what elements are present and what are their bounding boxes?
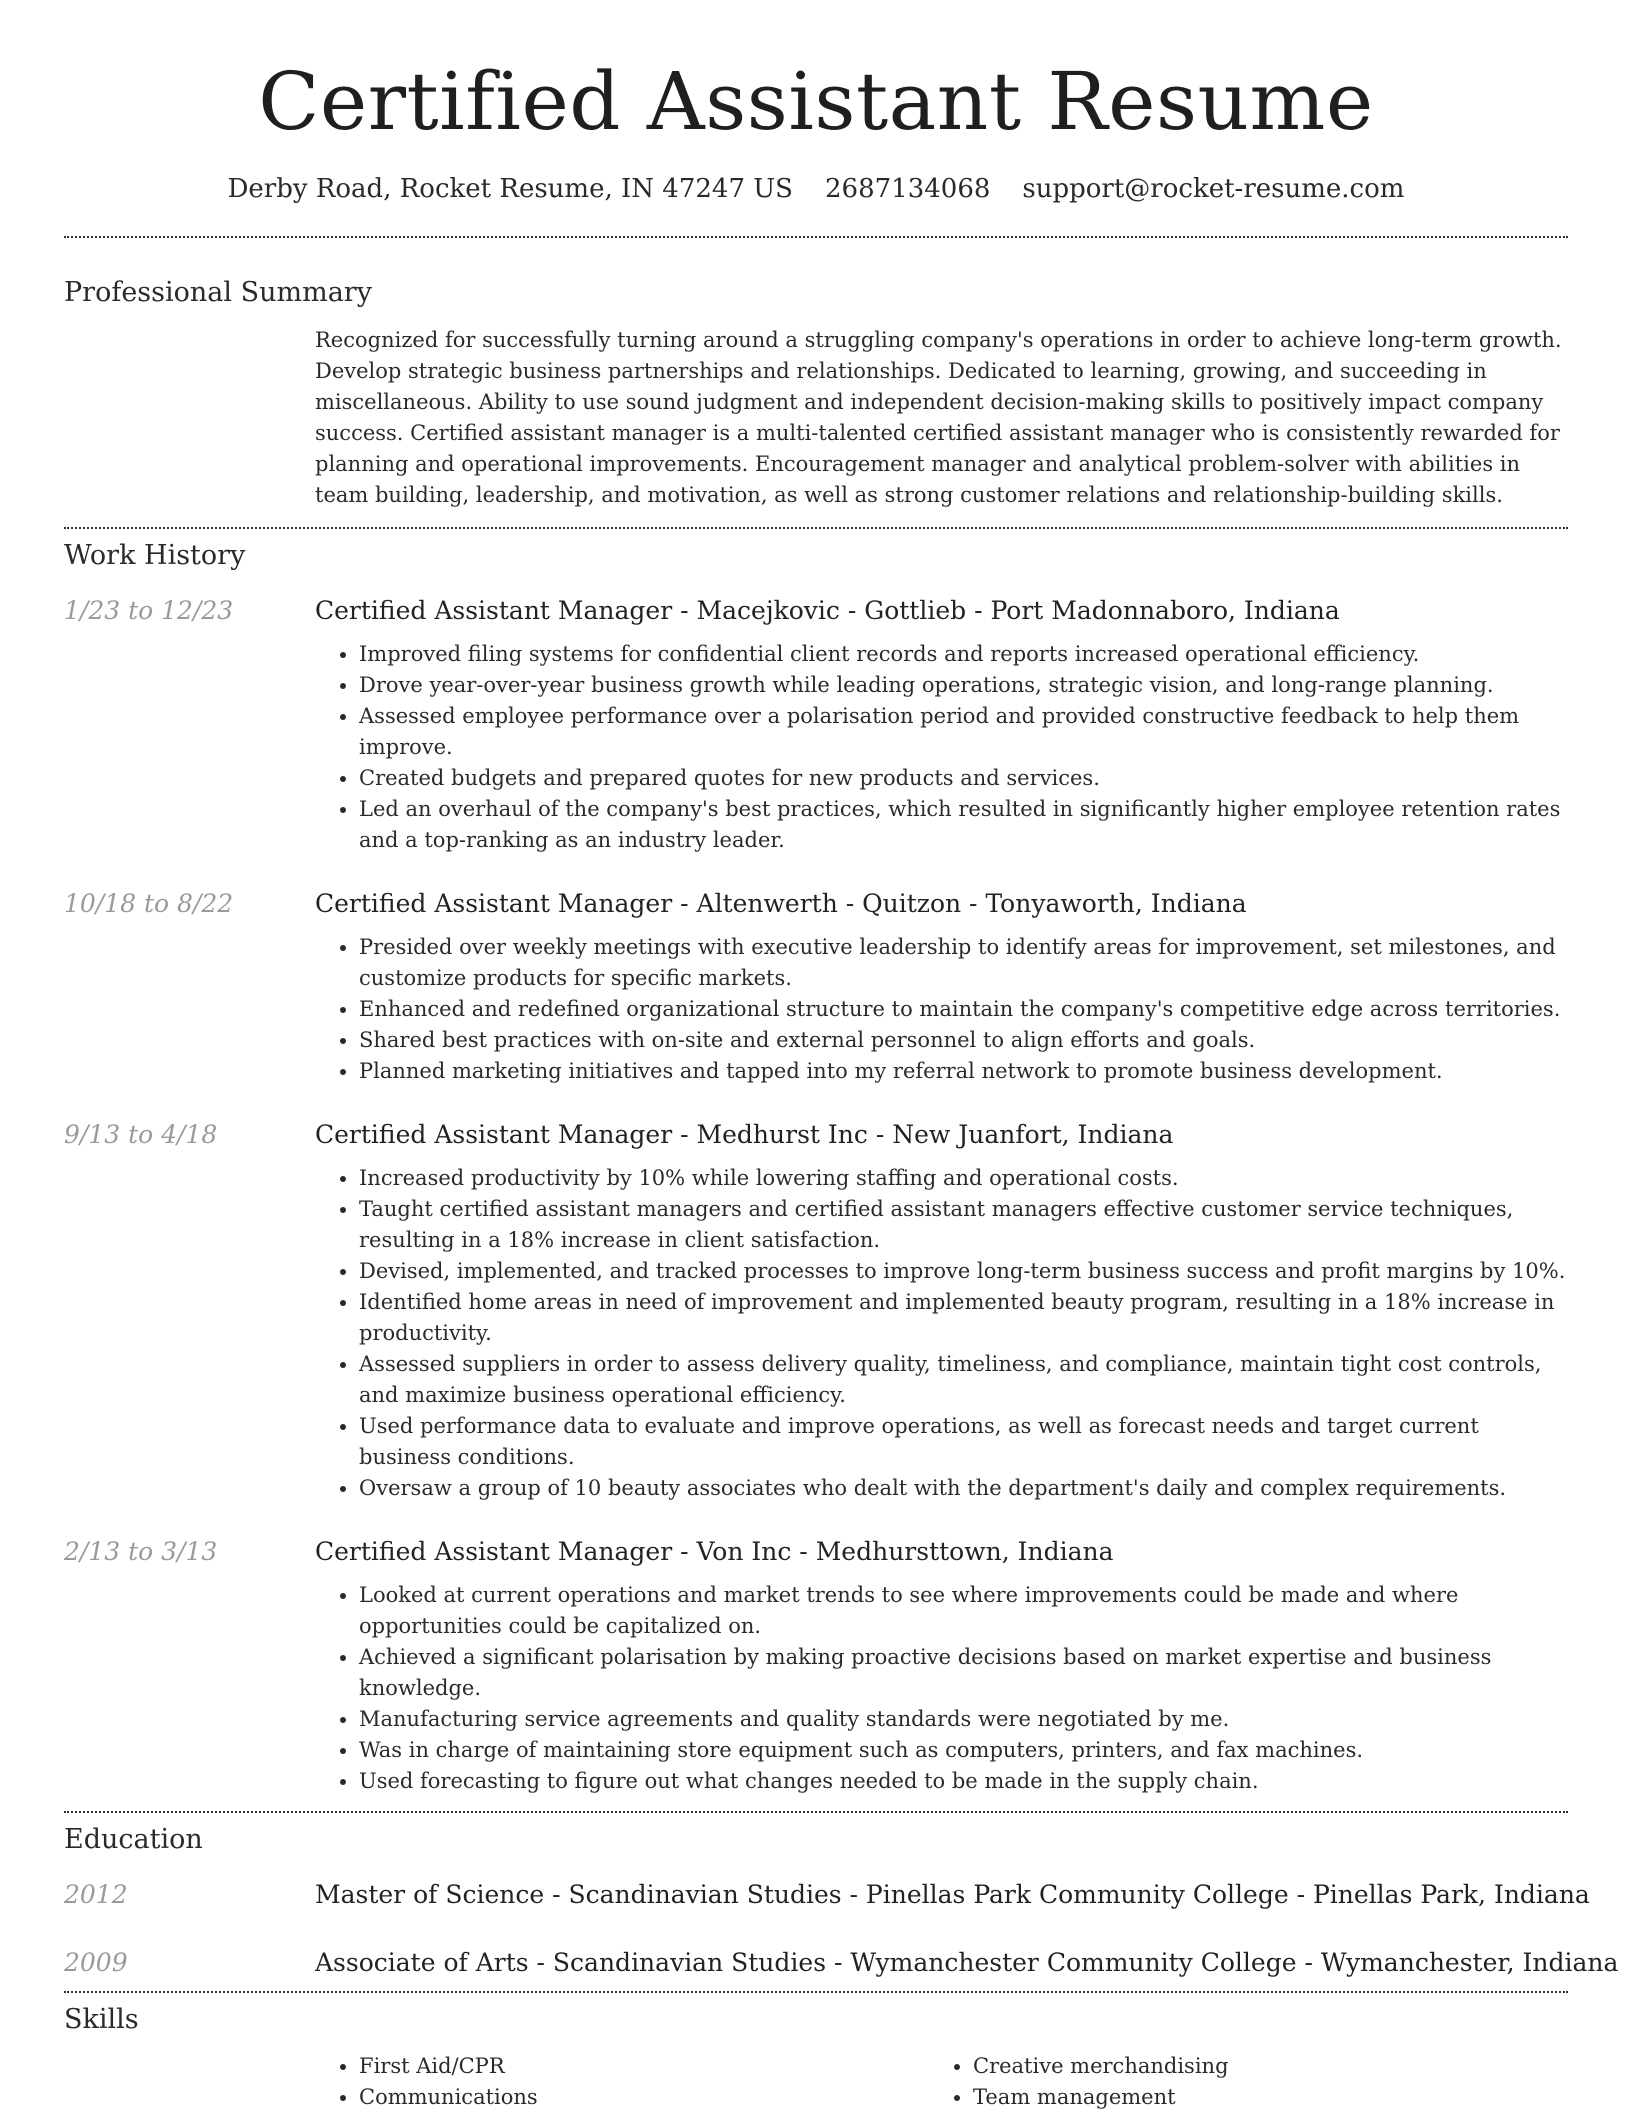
resume-title: Certified Assistant Resume [258,55,1374,148]
job-bullet: • Looked at current operations and market trends to see where improvements could be made and where opportunities could be capitalized on. [359,1580,1568,1642]
work-section [64,529,1568,1811]
skills-heading: Skills [64,2004,139,2035]
education-year: 2012 [64,1880,128,1909]
job-title: Certified Assistant Manager - Medhurst Inc - New Juanfort, Indiana [315,1120,1174,1149]
education-year: 2009 [64,1948,128,1977]
job-bullet: • Improved filing systems for confidential client records and reports increased operational efficiency. [359,639,1568,670]
job-bullet: • Taught certified assistant managers and certified assistant managers effective customer service techniques, resulting in a 18% increase in client satisfaction. [359,1194,1568,1256]
education-title: Master of Science - Scandinavian Studies - Pinellas Park Community College - Pinellas Park, Indiana [315,1880,1590,1909]
work-heading: Work History [64,540,246,571]
job-dates: 10/18 to 8/22 [64,889,234,918]
skill-item: • Creative merchandising [973,2051,1543,2082]
job-bullet: • Created budgets and prepared quotes for new products and services. [359,763,1568,794]
job-bullet: • Led an overhaul of the company's best practices, which resulted in significantly higher employee retention rates and a top-ranking as an industry leader. [359,794,1568,856]
contact-address: Derby Road, Rocket Resume, IN 47247 US [227,174,793,204]
contact-line [64,172,1568,206]
education-entry [64,1877,1590,1913]
summary-section [64,238,1568,527]
job-entry [64,1534,1568,1797]
job-dates: 1/23 to 12/23 [64,596,234,625]
skill-item: • Team management [973,2082,1543,2113]
job-bullet: • Oversaw a group of 10 beauty associates who dealt with the department's daily and complex requirements. [359,1473,1568,1504]
contact-phone: 2687134068 [824,174,991,204]
job-bullet: • Manufacturing service agreements and quality standards were negotiated by me. [359,1704,1568,1735]
job-bullet: • Was in charge of maintaining store equipment such as computers, printers, and fax machines. [359,1735,1568,1766]
job-bullets [315,1580,1568,1797]
summary-heading: Professional Summary [64,277,372,308]
education-title: Associate of Arts - Scandinavian Studies - Wymanchester Community College - Wymanchester, Indiana [315,1948,1619,1977]
job-dates: 2/13 to 3/13 [64,1537,218,1566]
job-bullet: • Presided over weekly meetings with executive leadership to identify areas for improvement, set milestones, and customize products for specific markets. [359,932,1568,994]
job-entry [64,593,1568,856]
job-bullet: • Used forecasting to figure out what changes needed to be made in the supply chain. [359,1766,1568,1797]
skills-column-right [929,2051,1543,2113]
job-entry [64,1117,1568,1504]
job-entry [64,886,1568,1087]
summary-text: Recognized for successfully turning around a struggling company's operations in order to achieve long-term growth. Develop strategic business partnerships and relationships. Dedicated to learning, growing, and succeeding in miscellaneous. Ability to use sound judgment and independent decision-making skills to positively impact company success. Certified assistant manager is a multi-talented certified assistant manager who is consistently rewarded for planning and operational improvements. Encouragement manager and analytical problem-solver with abilities in team building, leadership, and motivation, as well as strong customer relations and relationship-building skills. [315,328,1562,507]
job-bullet: • Used performance data to evaluate and improve operations, as well as forecast needs and target current business conditions. [359,1411,1568,1473]
job-bullet: • Devised, implemented, and tracked processes to improve long-term business success and profit margins by 10%. [359,1256,1568,1287]
job-title: Certified Assistant Manager - Von Inc - Medhursttown, Indiana [315,1537,1114,1566]
job-title: Certified Assistant Manager - Macejkovic - Gottlieb - Port Madonnaboro, Indiana [315,596,1340,625]
job-bullets [315,639,1568,856]
skills-columns [315,2051,1568,2113]
job-bullet: • Identified home areas in need of improvement and implemented beauty program, resulting in a 18% increase in productivity. [359,1287,1568,1349]
job-bullet: • Planned marketing initiatives and tapped into my referral network to promote business development. [359,1056,1568,1087]
education-entry [64,1945,1619,1981]
job-bullet: • Assessed suppliers in order to assess delivery quality, timeliness, and compliance, maintain tight cost controls, and maximize business operational efficiency. [359,1349,1568,1411]
job-body [315,1534,1568,1797]
job-dates: 9/13 to 4/18 [64,1120,218,1149]
job-bullet: • Achieved a significant polarisation by making proactive decisions based on market expertise and business knowledge. [359,1642,1568,1704]
skill-item: • Communications [359,2082,929,2113]
education-section [64,1813,1619,1991]
job-body [315,593,1568,856]
job-bullet: • Drove year-over-year business growth while leading operations, strategic vision, and long-range planning. [359,670,1568,701]
education-heading: Education [64,1824,203,1855]
contact-email: support@rocket-resume.com [1022,174,1405,204]
job-bullets [315,932,1568,1087]
job-bullet: • Assessed employee performance over a polarisation period and provided constructive feedback to help them improve. [359,701,1568,763]
job-body [315,1117,1568,1504]
resume-page [64,0,1619,2113]
job-body [315,886,1568,1087]
job-bullet: • Shared best practices with on-site and external personnel to align efforts and goals. [359,1025,1568,1056]
job-bullets [315,1163,1568,1504]
skills-column-left [315,2051,929,2113]
job-title: Certified Assistant Manager - Altenwerth - Quitzon - Tonyaworth, Indiana [315,889,1247,918]
skills-section [64,1993,1568,2113]
job-bullet: • Enhanced and redefined organizational structure to maintain the company's competitive edge across territories. [359,994,1568,1025]
job-bullet: • Increased productivity by 10% while lowering staffing and operational costs. [359,1163,1568,1194]
skill-item: • First Aid/CPR [359,2051,929,2082]
